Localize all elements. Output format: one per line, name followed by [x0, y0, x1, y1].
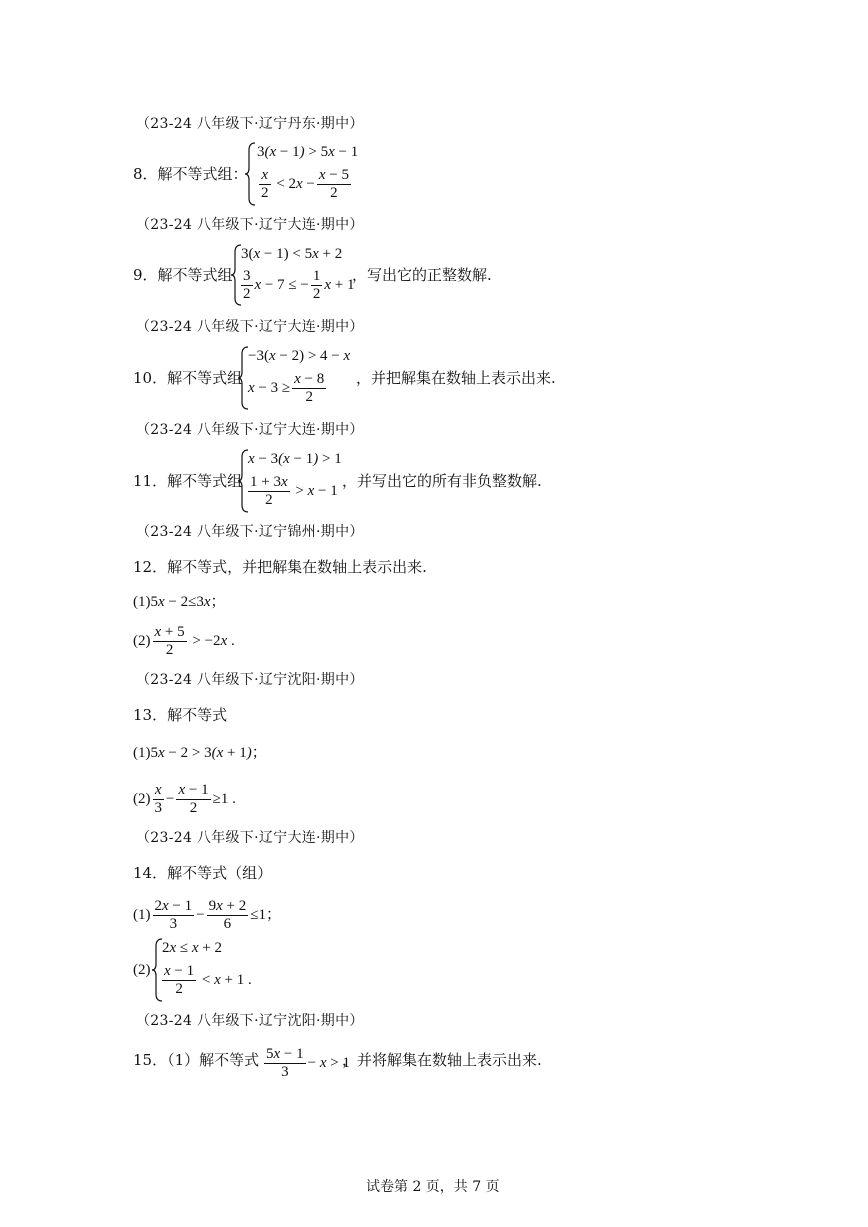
question-15: [133, 1053, 259, 1068]
source-label: （23-24 八年级下·辽宁沈阳·期中）: [136, 1013, 364, 1029]
page-footer: 试卷第 2 页，共 7 页: [366, 1179, 500, 1195]
part-label: (1): [133, 745, 151, 761]
question-text: （1）解不等式: [167, 1051, 260, 1069]
question-number: 13．: [133, 706, 168, 724]
brace-icon: [245, 142, 257, 206]
part-label: (1): [133, 907, 151, 924]
inequality-9-2: $\frac{3}{2}$ x − 7 ≤ − $\frac{1}{2}$ x + 1: [243, 268, 355, 303]
question-14: [133, 866, 272, 881]
q13-part-2: (2) $\frac{x}{3}$ − $\frac{x - 1}{2}$ ≥1 .: [133, 782, 236, 817]
q13-part-1: (1)5x − 2 > 3(x + 1)；: [133, 745, 267, 761]
source-label: （23-24 八年级下·辽宁大连·期中）: [136, 422, 364, 438]
inequality-11-2: $\frac{1 + 3x}{2}$ > x − 1: [250, 474, 338, 509]
source-label: （23-24 八年级下·辽宁大连·期中）: [136, 830, 364, 846]
q12-part-2: (2) $\frac{x + 5}{2}$ > −2x .: [133, 624, 235, 659]
source-label: （23-24 八年级下·辽宁大连·期中）: [136, 319, 364, 335]
question-number: 10．: [133, 369, 168, 387]
source-label: （23-24 八年级下·辽宁大连·期中）: [136, 217, 364, 233]
question-text: 解不等式组：: [157, 165, 248, 183]
question-text: 解不等式组: [167, 472, 243, 490]
question-number: 8．: [133, 165, 158, 183]
question-10: [133, 371, 242, 386]
question-tail: ，写出它的正整数解.: [352, 266, 492, 284]
question-number: 9．: [133, 266, 158, 284]
inequality-8-1: 3(x − 1) > 5x − 1: [257, 144, 359, 160]
question-tail: ，并将解集在数轴上表示出来.: [342, 1051, 542, 1069]
inequality-15: $\frac{5x - 1}{3}$ − x > 1: [266, 1046, 350, 1081]
source-label: （23-24 八年级下·辽宁丹东·期中）: [136, 116, 364, 132]
question-8: [133, 167, 248, 182]
inequality-8-2: $\frac{x}{2}$ < 2x − $\frac{x - 5}{2}$: [261, 167, 349, 202]
question-number: 14．: [133, 864, 168, 882]
inequality-11-1: x − 3(x − 1) > 1: [248, 451, 342, 467]
question-number: 15．: [133, 1051, 168, 1069]
question-text: 解不等式组: [157, 266, 233, 284]
q14-part-2-label: (2): [133, 962, 151, 978]
part-label: (1): [133, 594, 151, 610]
question-text: 解不等式: [167, 706, 228, 724]
q14-part-1: (1) $\frac{2x - 1}{3}$ − $\frac{9x + 2}{6}$ ≤1；: [133, 898, 281, 933]
part-label: (2): [133, 791, 151, 808]
question-text: 解不等式（组）: [167, 864, 273, 882]
q12-part-1: (1)5x − 2≤3x；: [133, 594, 226, 610]
question-text: 解不等式，并把解集在数轴上表示出来.: [167, 558, 427, 576]
question-text: 解不等式组: [167, 369, 243, 387]
question-13: [133, 708, 227, 723]
question-tail: ，并写出它的所有非负整数解.: [342, 472, 542, 490]
inequality-10-1: −3(x − 2) > 4 − x: [248, 348, 351, 364]
question-11: [133, 474, 242, 489]
source-label: （23-24 八年级下·辽宁沈阳·期中）: [136, 672, 364, 688]
source-label: （23-24 八年级下·辽宁锦州·期中）: [136, 524, 364, 540]
question-tail: ，并把解集在数轴上表示出来.: [356, 369, 556, 387]
question-12: [133, 560, 427, 575]
question-number: 12．: [133, 558, 168, 576]
inequality-10-2: x − 3 ≥ $\frac{x - 8}{2}$: [248, 371, 325, 406]
inequality-14-1: 2x ≤ x + 2: [162, 940, 223, 956]
question-9: [133, 268, 233, 283]
part-label: (2): [133, 633, 151, 650]
inequality-9-1: 3(x − 1) < 5x + 2: [241, 246, 343, 262]
inequality-14-2: $\frac{x - 1}{2}$ < x + 1 .: [164, 963, 252, 998]
question-number: 11．: [133, 472, 168, 490]
